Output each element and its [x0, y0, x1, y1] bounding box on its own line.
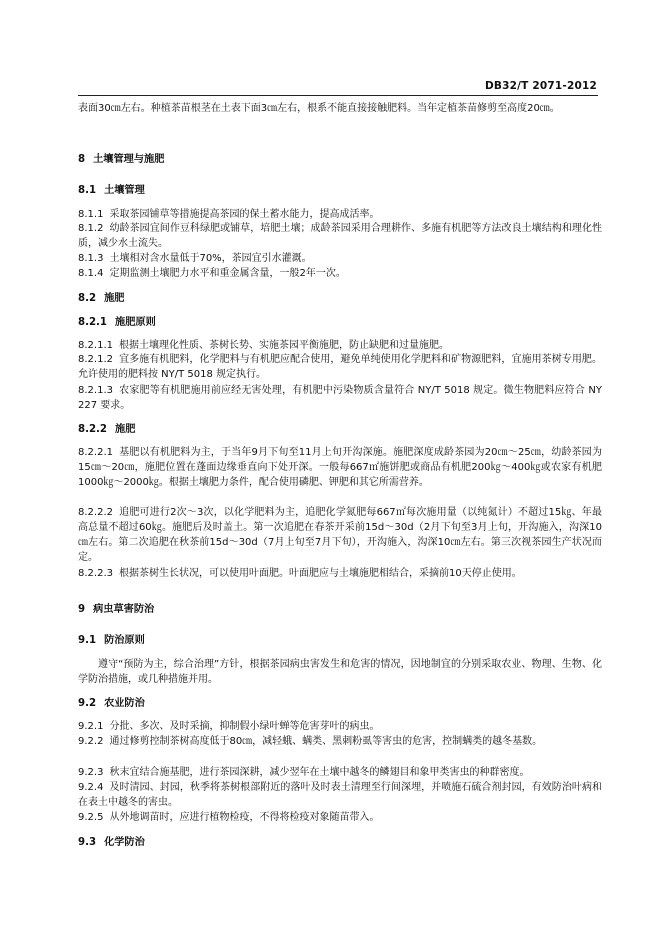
- section-heading: [78, 183, 602, 198]
- clause-text: 幼龄茶园宜间作豆科绿肥或铺草，培肥土壤；成龄茶园采用合理耕作、多施有机肥等方法改良土壤结构和理化性质，减少水土流失。: [78, 223, 602, 249]
- section-heading: [78, 696, 602, 711]
- section-heading: [78, 152, 602, 167]
- section-number: 9.1: [78, 635, 97, 646]
- clause-text: 秋末宜结合施基肥，进行茶园深耕，减少翌年在土壤中越冬的鳞翅目和象甲类害虫的种群密度。: [109, 767, 530, 778]
- section-number: 8.2.2: [78, 424, 108, 435]
- clause-text: 定期监测土壤肥力水平和重金属含量，一般2年一次。: [109, 268, 346, 279]
- section-heading: [78, 633, 602, 648]
- clause-number: 8.2.2.1: [78, 447, 113, 458]
- standard-code: DB32/T 2071-2012: [485, 80, 597, 92]
- clause: [78, 352, 602, 382]
- clause-text: 及时清园、封园，秋季将茶树根部附近的落叶及时表土清理至行间深埋，并喷施石硫合剂封园，有效防治叶病和在表土中越冬的害虫。: [78, 782, 602, 808]
- section-title: 施肥: [104, 293, 125, 304]
- clause-number: 8.1.4: [78, 268, 104, 279]
- clause-text: 从外地调苗时，应进行植物检疫，不得将检疫对象随苗带入。: [109, 812, 380, 823]
- clause: [78, 566, 602, 581]
- section-title: 农业防治: [104, 698, 145, 709]
- header-rule: [78, 95, 598, 96]
- clause-text: 根据土壤理化性质、茶树长势、实施茶园平衡施肥，防止缺肥和过量施肥。: [119, 340, 449, 351]
- clause: [78, 383, 602, 413]
- section-title: 施肥原则: [115, 317, 156, 328]
- clause-number: 8.1.1: [78, 209, 104, 220]
- clause: [78, 810, 602, 825]
- clause: [78, 765, 602, 780]
- paragraph-text: 表面30㎝左右。种植茶苗根茎在土表下面3㎝左右，根系不能直接接触肥料。当年定植茶苗修剪至高度20㎝。: [78, 103, 560, 114]
- clause: [78, 780, 602, 810]
- section-number: 9.2: [78, 698, 97, 709]
- clause-number: 8.1.3: [78, 253, 104, 264]
- clause-text: 农家肥等有机肥施用前应经无害处理，有机肥中污染物质含量符合 NY/T 5018 规定。微生物肥料应符合 NY 227 要求。: [78, 385, 602, 411]
- section-heading: [78, 835, 602, 850]
- clause-number: 8.2.1.3: [78, 385, 113, 396]
- section-title: 施肥: [115, 424, 136, 435]
- clause: [78, 338, 602, 353]
- paragraph: [78, 101, 602, 116]
- section-heading: [78, 315, 602, 330]
- clause-text: 根据茶树生长状况，可以使用叶面肥。叶面肥应与土壤施肥相结合，采摘前10天停止使用。: [119, 568, 522, 579]
- clause: [78, 207, 602, 222]
- clause-number: 8.2.2.3: [78, 568, 113, 579]
- clause-text: 土壤相对含水量低于70%，茶园宜引水灌溉。: [109, 253, 312, 264]
- section-title: 土壤管理: [104, 185, 145, 196]
- clause: [78, 505, 602, 565]
- section-number: 8.1: [78, 185, 97, 196]
- clause: [78, 266, 602, 281]
- clause-number: 9.2.4: [78, 782, 104, 793]
- section-title: 土壤管理与施肥: [93, 154, 165, 165]
- section-title: 病虫草害防治: [93, 604, 155, 615]
- clause-number: 8.2.2.2: [78, 507, 113, 518]
- clause-number: 9.2.1: [78, 721, 104, 732]
- section-title: 化学防治: [104, 837, 145, 848]
- section-number: 9.3: [78, 837, 97, 848]
- section-number: 8.2.1: [78, 317, 108, 328]
- clause: [78, 719, 602, 734]
- clause-text: 宜多施有机肥料，化学肥料与有机肥应配合使用，避免单纯使用化学肥料和矿物源肥料，宜施用茶树专用肥。允许使用的肥料按 NY/T 5018 规定执行。: [78, 354, 602, 380]
- clause-number: 9.2.3: [78, 767, 104, 778]
- clause-number: 8.1.2: [78, 223, 104, 234]
- section-heading: [78, 291, 602, 306]
- clause: [78, 734, 602, 749]
- clause-number: 9.2.2: [78, 736, 104, 747]
- section-heading: [78, 602, 602, 617]
- clause: [78, 251, 602, 266]
- paragraph-text: 遵守“预防为主，综合治理”方针，根据茶园病虫害发生和危害的情况，因地制宜的分别采取农业、物理、生物、化学防治措施，或几种措施并用。: [78, 659, 602, 685]
- section-number: 8.2: [78, 293, 97, 304]
- clause-number: 8.2.1.2: [78, 354, 113, 365]
- paragraph: [78, 657, 602, 687]
- clause-text: 分批、多次、及时采摘，抑制假小绿叶蝉等危害芽叶的病虫。: [109, 721, 380, 732]
- section-number: 9: [78, 604, 86, 615]
- clause-text: 基肥以有机肥料为主，于当年9月下旬至11月上旬开沟深施。施肥深度成龄茶园为20㎝～25㎝，幼龄茶园为15㎝～20㎝，施肥位置在蓬面边缘垂直向下处开深。一般每667㎡施饼肥或商品有机肥200㎏～400㎏或农家有机肥1000㎏～2000㎏。根据土壤肥力条件，配合使用磷肥、钾肥和其它所需营养。: [78, 447, 602, 488]
- clause-number: 8.2.1.1: [78, 340, 113, 351]
- clause-text: 采取茶园铺草等措施提高茶园的保土蓄水能力，提高成活率。: [109, 209, 380, 220]
- clause-text: 追肥可进行2次～3次，以化学肥料为主，追肥化学氮肥每667㎡每次施用量（以纯氮计）不超过15㎏、年最高总量不超过60㎏。施肥后及时盖土。第一次追肥在春茶开采前15d～30d（2月下旬至3月上旬，开沟施入，沟深10㎝左右。第二次追肥在秋茶前15d～30d（7月上旬至7月下旬），开沟施入，沟深10㎝左右。第三次视茶园生产状况而定。: [78, 507, 602, 563]
- clause: [78, 221, 602, 251]
- section-number: 8: [78, 154, 86, 165]
- section-title: 防治原则: [104, 635, 145, 646]
- section-heading: [78, 422, 602, 437]
- clause: [78, 445, 602, 490]
- clause-text: 通过修剪控制茶树高度低于80㎝，减轻蛾、螨类、黑刺粉虱等害虫的危害，控制螨类的越冬基数。: [109, 736, 543, 747]
- clause-number: 9.2.5: [78, 812, 104, 823]
